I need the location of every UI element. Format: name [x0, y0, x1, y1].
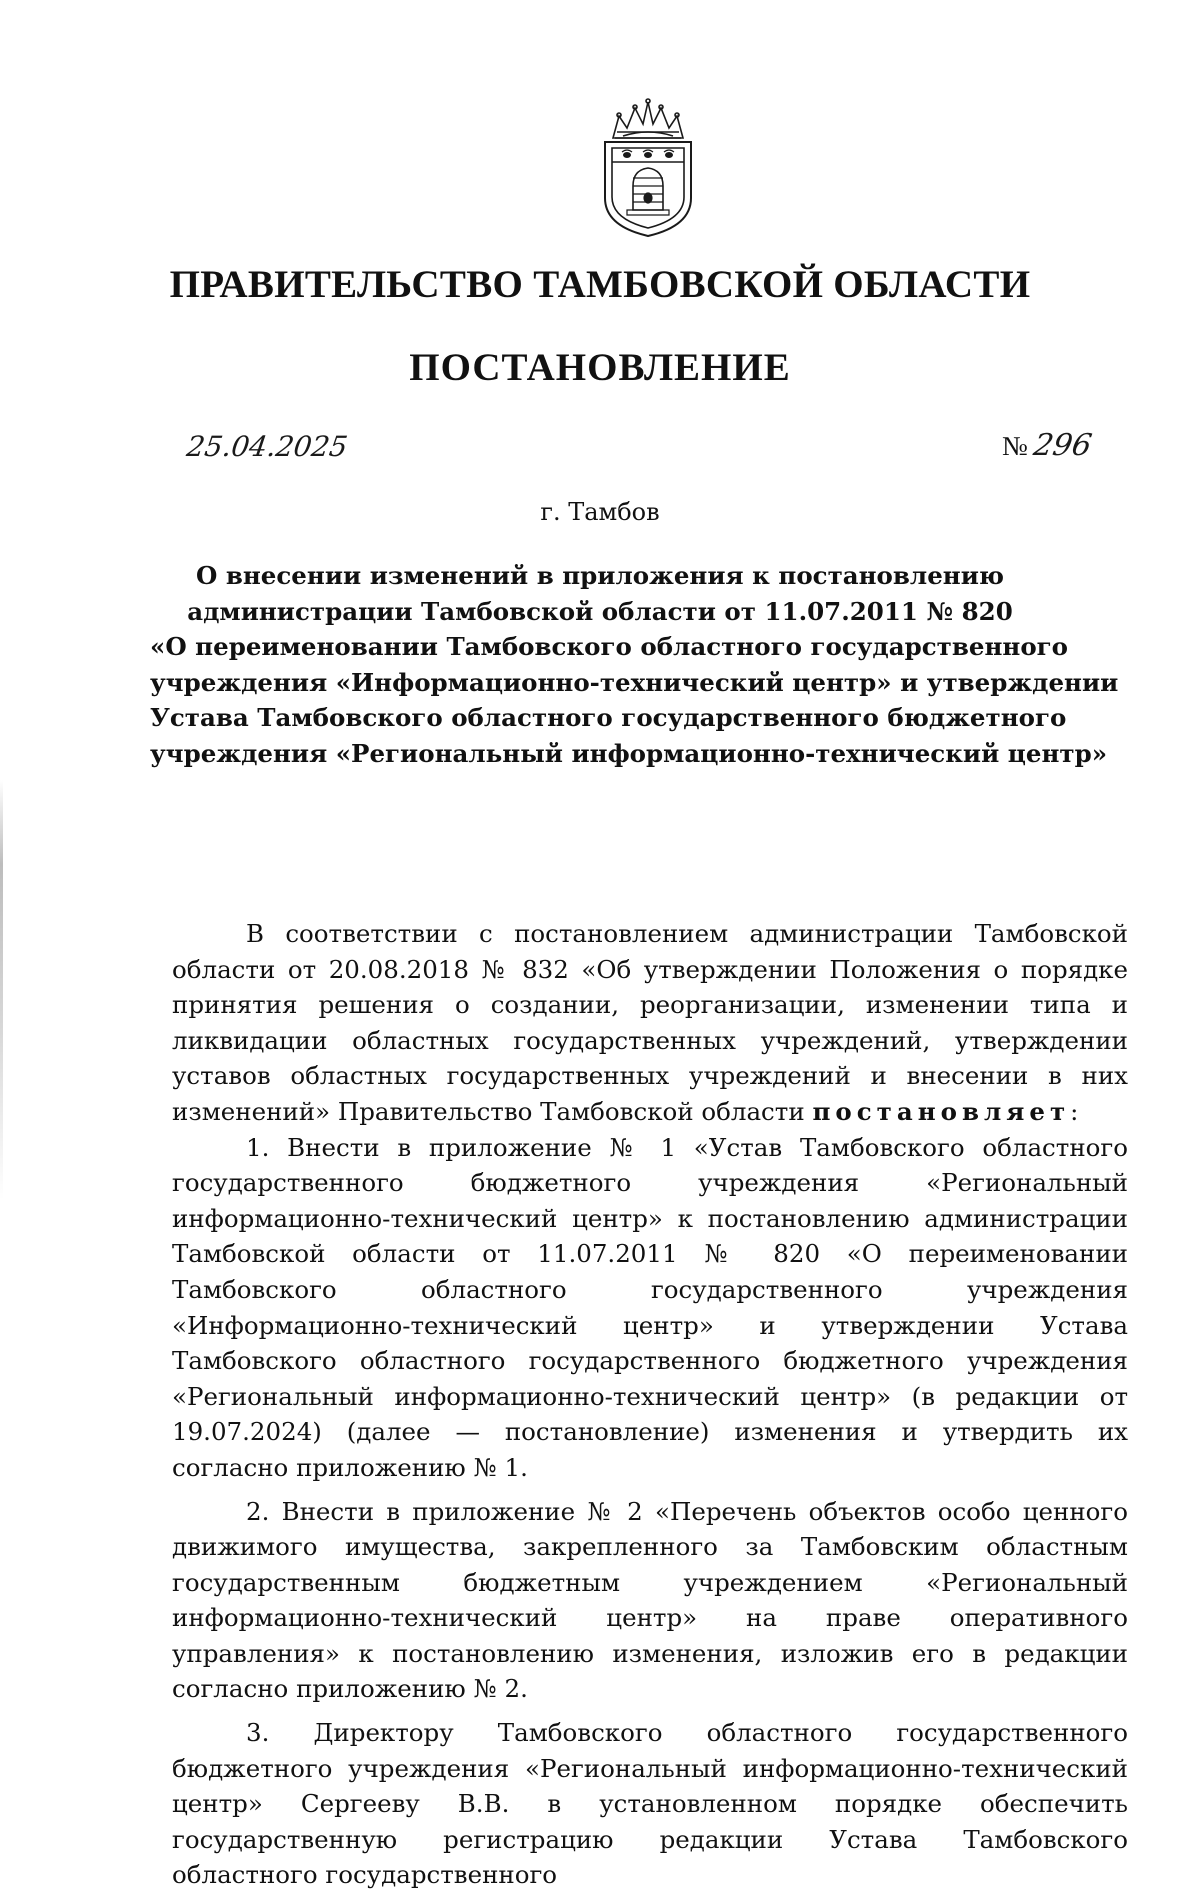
number-sign: №	[1002, 431, 1028, 461]
body-item-paragraph: 2. Внести в приложение № 2 «Перечень объектов особо ценного движимого имущества, закрепленного за Тамбовским областным государственным бюджетным учреждением «Региональный информационно-технический центр» на праве оперативного управления» к постановлению изменения, изложив его в редакции согласно приложению № 2.	[172, 1496, 1128, 1704]
document-body	[172, 916, 1128, 1893]
document-date: 25.04.2025	[184, 430, 350, 463]
preamble-text: В соответствии с постановлением администрации Тамбовской области от 20.08.2018 № 832 «Об утверждении Положения о порядке принятия решения о создании, реорганизации, изменении типа и ликвидации областных государственных учреждений, утверждении уставов областных государственных учреждений и внесении в них изменений» Правительство Тамбовской области	[172, 919, 1128, 1126]
subject-line: О внесении изменений в приложения к постановлению	[195, 561, 1005, 590]
document-subject	[150, 558, 1119, 771]
subject-line: учреждения «Региональный информационно-технический центр»	[150, 738, 1108, 768]
subject-line: администрации Тамбовской области от 11.07.2011 № 820	[187, 596, 1013, 626]
scan-edge-artifact	[0, 780, 3, 1200]
decree-word: постановляет	[812, 1096, 1071, 1126]
document-type-title: ПОСТАНОВЛЕНИЕ	[409, 346, 791, 389]
decree-colon: :	[1070, 1096, 1079, 1126]
tambov-oblast-coat-of-arms-icon	[593, 98, 703, 240]
document-number-block	[1002, 428, 1095, 463]
subject-line: «О переименовании Тамбовского областного государственного	[150, 632, 1069, 661]
organization-title: ПРАВИТЕЛЬСТВО ТАМБОВСКОЙ ОБЛАСТИ	[169, 263, 1031, 306]
subject-line: Устава Тамбовского областного государственного бюджетного	[150, 703, 1067, 732]
body-item-paragraph: 3. Директору Тамбовского областного государственного бюджетного учреждения «Региональный информационно-технический центр» Сергееву В.В. в установленном порядке обеспечить государственную регистрацию редакции Устава Тамбовского областного государственного	[172, 1718, 1128, 1890]
city-line: г. Тамбов	[540, 498, 660, 526]
subject-line: учреждения «Информационно-технический центр» и утверждении	[150, 667, 1119, 697]
body-item-paragraph: 1. Внести в приложение № 1 «Устав Тамбовского областного государственного бюджетного учреждения «Региональный информационно-технический центр» к постановлению администрации Тамбовской области от 11.07.2011 № 820 «О переименовании Тамбовского областного государственного учреждения «Информационно-технический центр» и утверждении Устава Тамбовского областного государственного бюджетного учреждения «Региональный информационно-технический центр» (в редакции от 19.07.2024) (далее — постановление) изменения и утвердить их согласно приложению № 1.	[172, 1132, 1128, 1482]
document-number: 296	[1030, 428, 1095, 463]
preamble-paragraph	[172, 916, 1128, 1130]
